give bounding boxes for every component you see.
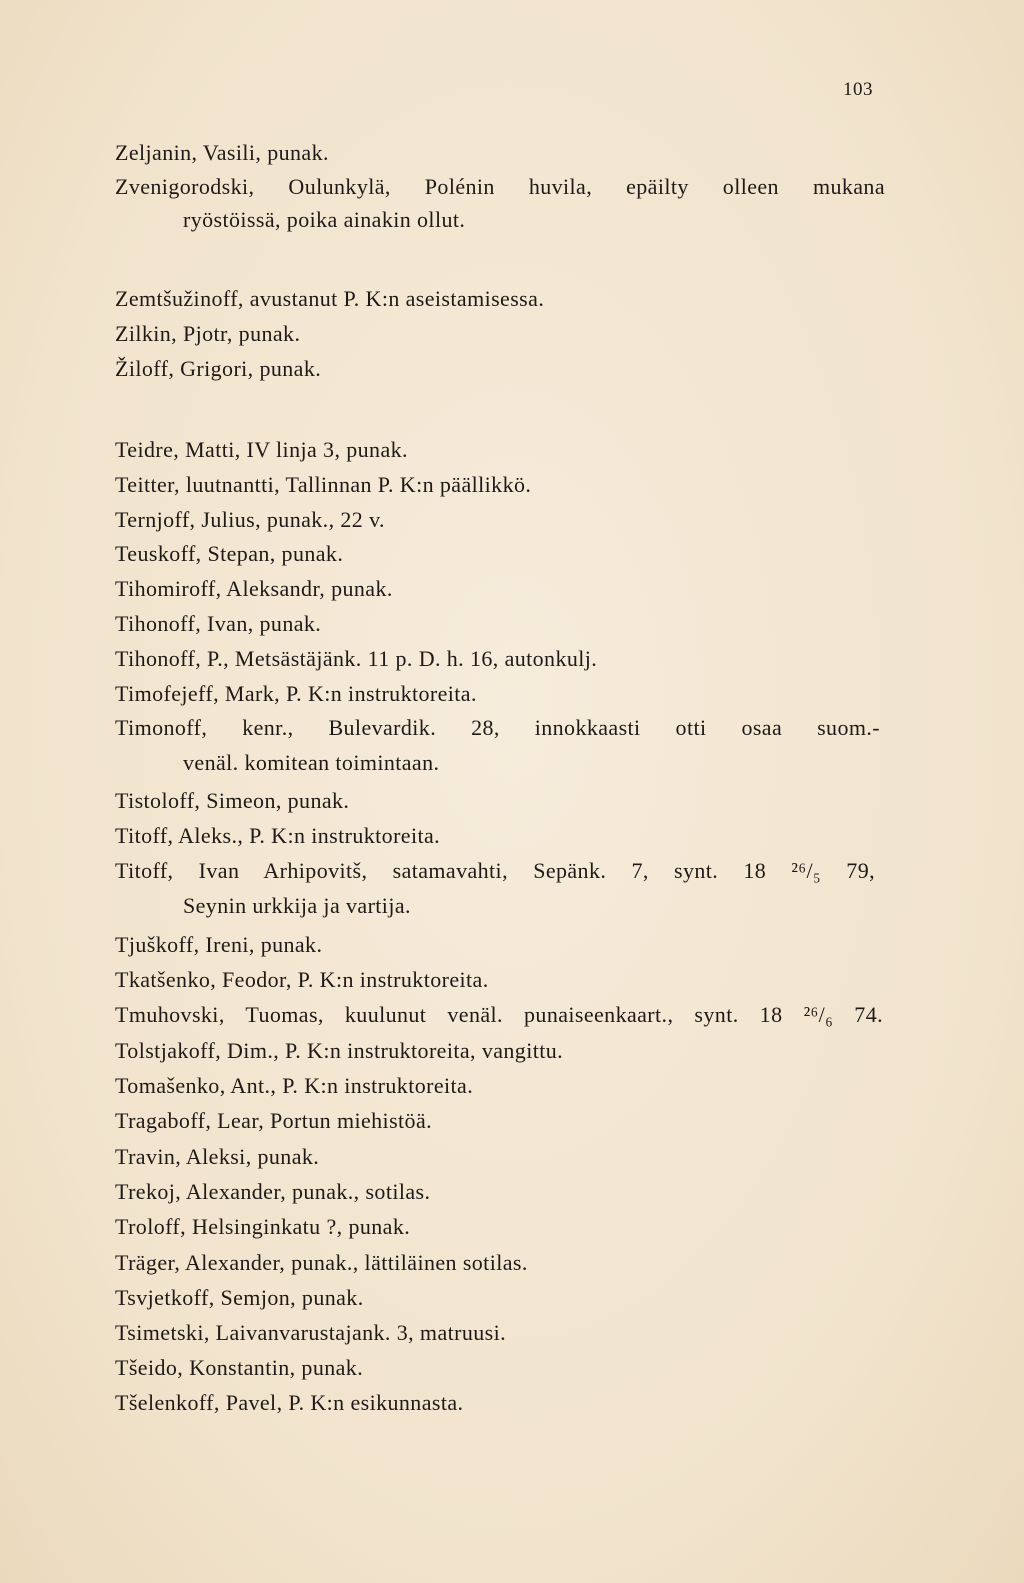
entry-line: Travin, Aleksi, punak. bbox=[115, 1144, 320, 1169]
entry-line: Tšelenkoff, Pavel, P. K:n esikunnasta. bbox=[115, 1390, 464, 1415]
entry-line: Tolstjakoff, Dim., P. K:n instruktoreita, vangittu. bbox=[115, 1038, 564, 1063]
entry-line: Teuskoff, Stepan, punak. bbox=[115, 541, 344, 566]
entry-line-continuation: venäl. komitean toimintaan. bbox=[183, 750, 440, 775]
entry-line: Ternjoff, Julius, punak., 22 v. bbox=[115, 507, 385, 532]
entry-line-continuation: Seynin urkkija ja vartija. bbox=[183, 893, 411, 918]
entry-line: Žiloff, Grigori, punak. bbox=[115, 356, 322, 381]
entry-line: Tmuhovski, Tuomas, kuulunut venäl. punaiseenkaart., synt. 18 ²⁶/₆ 74. bbox=[115, 1002, 883, 1027]
entry-line: Träger, Alexander, punak., lättiläinen sotilas. bbox=[115, 1250, 528, 1275]
entry-line-continuation: ryöstöissä, poika ainakin ollut. bbox=[183, 207, 466, 232]
entry-line: Tjuškoff, Ireni, punak. bbox=[115, 932, 323, 957]
entry-line: Timofejeff, Mark, P. K:n instruktoreita. bbox=[115, 681, 477, 706]
entry-line: Tšeido, Konstantin, punak. bbox=[115, 1355, 364, 1380]
entry-line: Teitter, luutnantti, Tallinnan P. K:n päällikkö. bbox=[115, 472, 532, 497]
entry-line: Tragaboff, Lear, Portun miehistöä. bbox=[115, 1108, 433, 1133]
entry-line: Tihomiroff, Aleksandr, punak. bbox=[115, 576, 393, 601]
entry-line: Tihonoff, Ivan, punak. bbox=[115, 611, 322, 636]
entry-line: Trekoj, Alexander, punak., sotilas. bbox=[115, 1179, 431, 1204]
entry-line: Tistoloff, Simeon, punak. bbox=[115, 788, 350, 813]
entry-line: Tsvjetkoff, Semjon, punak. bbox=[115, 1285, 364, 1310]
entry-line: Tsimetski, Laivanvarustajank. 3, matruusi. bbox=[115, 1320, 507, 1345]
entry-line: Zilkin, Pjotr, punak. bbox=[115, 321, 301, 346]
entry-line: Titoff, Ivan Arhipovitš, satamavahti, Sepänk. 7, synt. 18 ²⁶/₅ 79, bbox=[115, 858, 875, 883]
entry-line: Zeljanin, Vasili, punak. bbox=[115, 140, 329, 165]
entry-line: Troloff, Helsinginkatu ?, punak. bbox=[115, 1214, 411, 1239]
entry-line: Tihonoff, P., Metsästäjänk. 11 p. D. h. 16, autonkulj. bbox=[115, 646, 598, 671]
entry-line: Tomašenko, Ant., P. K:n instruktoreita. bbox=[115, 1073, 474, 1098]
entry-line: Titoff, Aleks., P. K:n instruktoreita. bbox=[115, 823, 441, 848]
entry-line: Zemtšužinoff, avustanut P. K:n aseistamisessa. bbox=[115, 286, 545, 311]
page-number: 103 bbox=[843, 79, 873, 100]
entry-line: Tkatšenko, Feodor, P. K:n instruktoreita. bbox=[115, 967, 489, 992]
entry-line: Teidre, Matti, IV linja 3, punak. bbox=[115, 437, 408, 462]
entry-line: Timonoff, kenr., Bulevardik. 28, innokkaasti otti osaa suom.- bbox=[115, 715, 880, 740]
entry-line: Zvenigorodski, Oulunkylä, Polénin huvila, epäilty olleen mukana bbox=[115, 174, 885, 199]
